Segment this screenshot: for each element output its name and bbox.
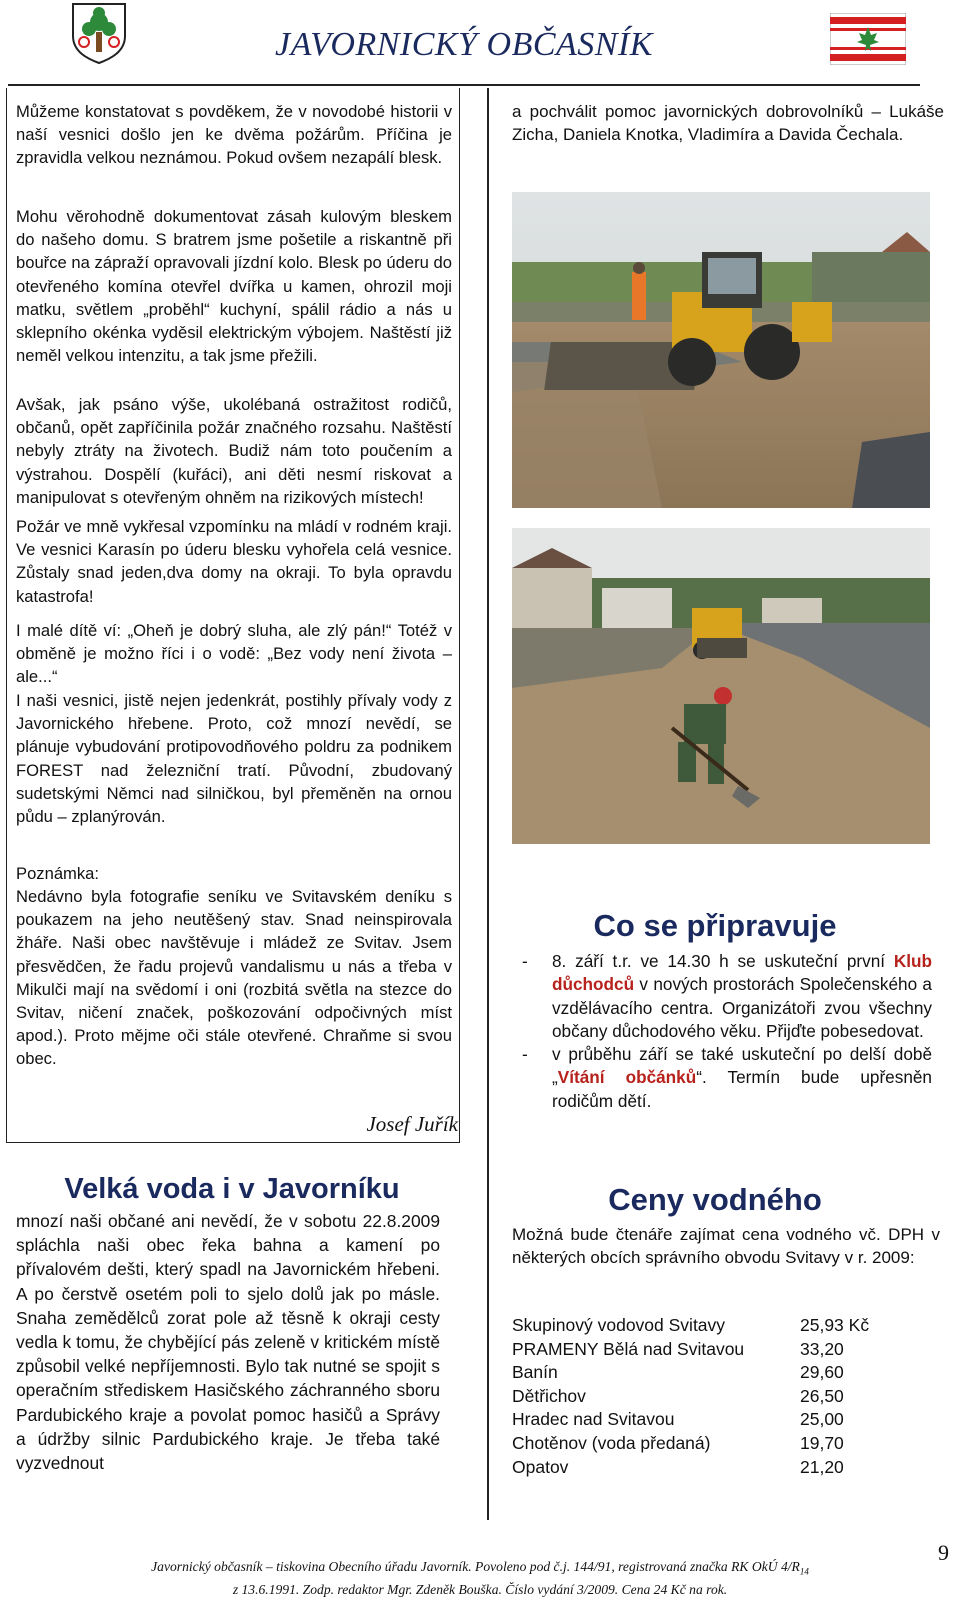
flood-article: mnozí naši občané ani nevědí, že v sobotu 22.8.2009 spláchla naši obec řeka bahna a kamení po přívalovém dešti, který spadl na Javornickém hřebeni. A po čerstvě osetém poli to sjelo dolů jak po másle. Snaha zemědělců zorat pole až těsně k okraji cesty vedla k tomu, že chybějící pás zeleně v kritickém místě způsobil velké nepříjemnosti. Bylo tak nutné se spojit s operačním střediskem Hasičského záchranného sboru Pardubického kraje a povolat pomoc hasičů a Správy a údržby silnic Pardubického kraje. Je třeba také vyzvednout xyxy=(16,1211,440,1474)
table-row xyxy=(512,1315,869,1339)
table-row xyxy=(512,1386,869,1410)
photo-man-shovelling-mud xyxy=(512,528,930,844)
column-divider xyxy=(487,88,489,1520)
note-label: Poznámka: xyxy=(16,864,100,883)
article-paragraph: Avšak, jak psáno výše, ukolébaná ostražitost rodičů, občanů, opět zapříčinila požár značného rozsahu. Naštěstí nebyly ztráty na životech. Budiž nám toto poučením a výstrahou. Dospělí (kuřáci), ani děti nesmí riskovat a manipulovat s otevřeným ohněm na rizikových místech! xyxy=(16,395,452,507)
table-row xyxy=(512,1362,869,1386)
photo-loader-clearing-mud xyxy=(512,192,930,508)
footer-imprint: Javornický občasník – tiskovina Obecního úřadu Javorník. Povoleno pod č.j. 144/91, registrovaná značka RK OkÚ $4/R_{14}$ z 13.6.1991. Zodp. redaktor Mgr. Zdeněk Bouška. Číslo vydání 3/2009. Cena 24 Kč na rok. xyxy=(151,1559,809,1597)
price-value: 33,20 xyxy=(800,1338,844,1359)
heading-water-prices: Ceny vodného xyxy=(608,1182,822,1217)
price-value: 26,50 xyxy=(800,1385,844,1406)
table-row xyxy=(512,1457,869,1481)
price-table-grid xyxy=(512,1315,869,1480)
flood-article-continuation: a pochválit pomoc javornických dobrovolníků – Lukáše Zicha, Daniela Knotka, Vladimíra a Davida Čechala. xyxy=(512,102,944,145)
price-place: Dětřichov xyxy=(512,1385,586,1406)
table-row xyxy=(512,1339,869,1363)
price-value: 21,20 xyxy=(800,1456,844,1477)
event-highlight: Vítání občánků xyxy=(557,1067,697,1088)
price-place: Skupinový vodovod Svitavy xyxy=(512,1315,726,1335)
price-place: Opatov xyxy=(512,1456,569,1477)
event-item: - v průběhu září se také uskuteční po delší době „Vítání občánků“. Termín bude upřesněn rodičům dětí. xyxy=(522,1044,932,1111)
masthead-title: JAVORNICKÝ OBČASNÍK xyxy=(275,26,653,63)
note-text: Nedávno byla fotografie seníku ve Svitavském deníku s poukazem na jeho neutěšený stav. Snad neinspirovala žháře. Naši obec navštěvuje i mládež ze Svitav. Jsem přesvědčen, že řadu projevů vandalismu u nás a třeba v Mikulči mají na svědomí i oni (rozbitá světla na stezce do Svitav, ničení značek, poškozování odpočivných míst apod.). Proto mějme oči stále otevřené. Chraňme si svou obec. xyxy=(16,887,452,1069)
header-rule xyxy=(8,84,920,86)
article-paragraph: I naši vesnici, jistě nejen jedenkrát, postihly přívaly vody z Javornického hřebene. Proto, což mnozí nevědí, se plánuje vybudování protipovodňového poldru za podnikem FOREST nad železniční tratí. Původní, zbudovaný sudetskými Němci nad silničkou, byl přeměněn na ornou půdu – zplanýrován. xyxy=(16,691,452,827)
heading-flood: Velká voda i v Javorníku xyxy=(64,1173,400,1205)
author-signature: Josef Juřík xyxy=(366,1112,458,1136)
price-place: PRAMENY Bělá nad Svitavou xyxy=(512,1338,745,1359)
event-highlight: Klub důchodců xyxy=(552,951,932,995)
page-number: 9 xyxy=(938,1540,949,1565)
article-paragraph: Můžeme konstatovat s povděkem, že v novodobé historii v naší vesnici došlo jen ke dvěma požárům. Příčina je zpravidla velkou neznámou. Pokud ovšem nezapálí blesk. xyxy=(16,102,452,168)
article-paragraph: Požár ve mně vykřesal vzpomínku na mládí v rodném kraji. Ve vesnici Karasín po úderu blesku vyhořela celá vesnice. Zůstaly snad jeden,dva domy na okraji. To byla opravdu katastrofa! xyxy=(16,517,452,606)
price-place: Chotěnov (voda předaná) xyxy=(512,1432,711,1453)
price-table xyxy=(512,1315,932,1480)
tree-crest-icon xyxy=(70,2,128,64)
leaf-flag-icon xyxy=(830,13,906,65)
article-paragraph: Mohu věrohodně dokumentovat zásah kulovým bleskem do našeho domu. S bratrem jsme pošetile a riskantně při bouřce na zápraží opravovali jízdní kolo. Blesk po úderu do otevřeného komína otevřel dvířka u kamen, ohrozil moji matku, světlem „proběhl“ kuchyní, spálil rádio a nás u sklepního okénka vyděsil elektrickým výbojem. Naštěstí již neměl velkou intenzitu, a tak jsme přežili. xyxy=(16,207,452,366)
table-row xyxy=(512,1433,869,1457)
prices-intro: Možná bude čtenáře zajímat cena vodného vč. DPH v některých obcích správního obvodu Svitavy v r. 2009: xyxy=(512,1225,940,1268)
article-paragraph: I malé dítě ví: „Oheň je dobrý sluha, ale zlý pán!“ Totéž v obměně je možno říci i o vodě: „Bez vody není života – ale...“ xyxy=(16,621,452,687)
price-value: 25,93 Kč xyxy=(800,1315,870,1335)
price-place: Hradec nad Svitavou xyxy=(512,1409,675,1430)
events-list xyxy=(522,950,932,1113)
price-value: 25,00 xyxy=(800,1409,844,1430)
price-place: Banín xyxy=(512,1362,558,1383)
price-value: 29,60 xyxy=(800,1362,844,1383)
heading-upcoming: Co se připravuje xyxy=(593,908,837,943)
event-item: - 8. září t.r. ve 14.30 h se uskuteční první Klub důchodců v nových prostorách Společenského a vzdělávacího centra. Organizátoři zvou všechny občany důchodového věku. Přijďte pobesedovat. xyxy=(522,951,932,1041)
price-value: 19,70 xyxy=(800,1432,844,1453)
table-row xyxy=(512,1409,869,1433)
